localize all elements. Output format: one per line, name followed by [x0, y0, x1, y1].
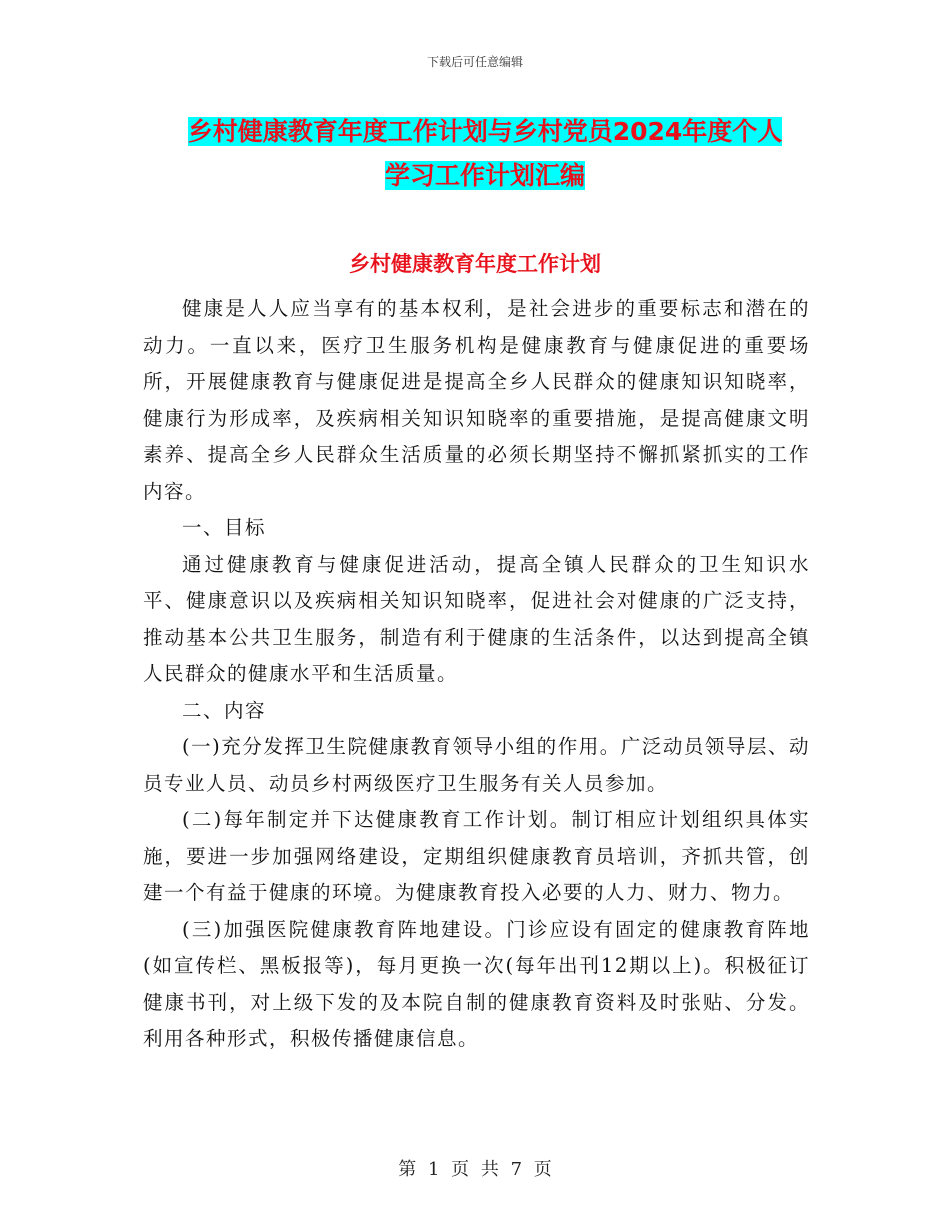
document-title-line-2: 学习工作计划汇编 [384, 161, 585, 190]
heading-content: 二、内容 [182, 698, 267, 722]
paragraph-item-2: (二)每年制定并下达健康教育工作计划。制订相应计划组织具体实施，要进一步加强网络建设，定期组织健康教育员培训，齐抓共管，创建一个有益于健康的环境。为健康教育投入必要的人力、财力、物力。 [143, 808, 810, 904]
paragraph-item-1: (一)充分发挥卫生院健康教育领导小组的作用。广泛动员领导层、动员专业人员、动员乡村两级医疗卫生服务有关人员参加。 [143, 735, 810, 795]
header-note: 下载后可任意编辑 [426, 55, 523, 69]
document-title [140, 110, 830, 198]
page-footer: 第 1 页 共 7 页 [398, 1159, 552, 1180]
document-title-line-1: 乡村健康教育年度工作计划与乡村党员2024年度个人 [187, 117, 783, 146]
paragraph-goal: 通过健康教育与健康促进活动，提高全镇人民群众的卫生知识水平、健康意识以及疾病相关知识知晓率，促进社会对健康的广泛支持，推动基本公共卫生服务，制造有利于健康的生活条件，以达到提高全镇人民群众的健康水平和生活质量。 [143, 552, 810, 685]
body-text [143, 291, 810, 1058]
paragraph-item-3: (三)加强医院健康教育阵地建设。门诊应设有固定的健康教育阵地(如宣传栏、黑板报等)，每月更换一次(每年出刊12期以上)。积极征订健康书刊，对上级下发的及本院自制的健康教育资料及时张贴、分发。利用各种形式，积极传播健康信息。 [143, 917, 810, 1050]
section-title: 乡村健康教育年度工作计划 [349, 252, 601, 276]
paragraph-intro: 健康是人人应当享有的基本权利，是社会进步的重要标志和潜在的动力。一直以来，医疗卫生服务机构是健康教育与健康促进的重要场所，开展健康教育与健康促进是提高全乡人民群众的健康知识知晓率，健康行为形成率，及疾病相关知识知晓率的重要措施，是提高健康文明素养、提高全乡人民群众生活质量的必须长期坚持不懈抓紧抓实的工作内容。 [143, 297, 810, 503]
heading-goal: 一、目标 [182, 516, 267, 539]
